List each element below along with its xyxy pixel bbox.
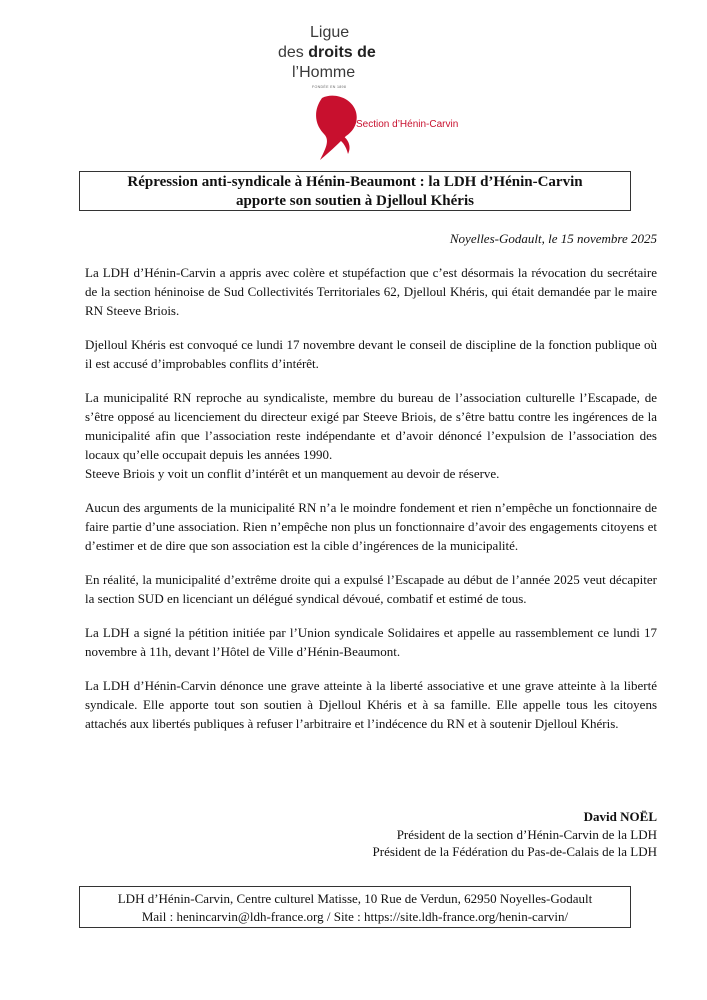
title-line-2: apporte son soutien à Djelloul Khéris	[236, 193, 474, 209]
ldh-logo	[270, 24, 460, 164]
signature-block	[373, 808, 657, 861]
paragraph: En réalité, la municipalité d’extrême droite qui a expulsé l’Escapade au début de l’année 2025 veut décapiter la section SUD en licenciant un délégué syndical dévoué, combatif et estimé de tous.	[85, 572, 657, 606]
footer-contact-box	[79, 886, 631, 928]
paragraph: La municipalité RN reproche au syndicaliste, membre du bureau de l’association culturelle l’Escapade, de s’être opposé au licenciement du directeur exigé par Steeve Briois, de s’être battu contre les ingérences de la municipalité afin que l’association reste indépendante et d’avoir dénoncé l’expulsion de l’association des locaux qu’elle occupait depuis les années 1990.	[85, 390, 657, 462]
paragraph: La LDH d’Hénin-Carvin a appris avec colère et stupéfaction que c’est désormais la révocation du secrétaire de la section héninoise de Sud Collectivités Territoriales 62, Djelloul Khéris, qui était demandée par le maire RN Steeve Briois.	[85, 265, 657, 318]
paragraph: La LDH a signé la pétition initiée par l’Union syndicale Solidaires et appelle au rassemblement ce lundi 17 novembre à 11h, devant l’Hôtel de Ville d’Hénin-Beaumont.	[85, 625, 657, 659]
paragraph: Aucun des arguments de la municipalité RN n’a le moindre fondement et rien n’empêche un fonctionnaire de faire partie d’une association. Rien n’empêche non plus un fonctionnaire d’avoir des engagements citoyens et d’estimer et de dire que son association est la cible d’ingérences de la municipalité.	[85, 500, 657, 553]
paragraph: La LDH d’Hénin-Carvin dénonce une grave atteinte à la liberté associative et une grave atteinte à la liberté syndicale. Elle apporte tout son soutien à Djelloul Khéris et à sa famille. Elle appelle tous les citoyens attachés aux libertés publiques à refuser l’arbitraire et l’indécence du RN et à soutenir Djelloul Khéris.	[85, 678, 657, 731]
signatory-role-2: Président de la Fédération du Pas-de-Calais de la LDH	[372, 844, 657, 859]
dateline: Noyelles-Godault, le 15 novembre 2025	[449, 231, 657, 246]
signatory-name: David NOËL	[583, 809, 657, 824]
footer-contact: Mail : henincarvin@ldh-france.org / Site : https://site.ldh-france.org/henin-carvin/	[141, 908, 569, 924]
logo-text-droits: des droits de	[278, 44, 376, 61]
signatory-role-1: Président de la section d’Hénin-Carvin de la LDH	[396, 826, 657, 842]
paragraph-continuation: Steeve Briois y voit un conflit d’intérêt et un manquement au devoir de réserve.	[85, 466, 500, 481]
footer-address: LDH d’Hénin-Carvin, Centre culturel Matisse, 10 Rue de Verdun, 62950 Noyelles-Godault	[117, 891, 593, 906]
title-line-1: Répression anti-syndicale à Hénin-Beaumont : la LDH d’Hénin-Carvin	[127, 174, 583, 190]
logo-section-name: Section d’Hénin-Carvin	[356, 119, 459, 130]
paragraph: Djelloul Khéris est convoqué ce lundi 17 novembre devant le conseil de discipline de la fonction publique où il est accusé d’improbables conflits d’intérêt.	[85, 337, 657, 371]
press-release-title	[79, 171, 631, 211]
logo-founded: FONDÉE EN 1898	[312, 85, 347, 89]
logo-text-ligue: Ligue	[310, 24, 350, 41]
press-release-body	[85, 263, 657, 748]
logo-text-homme: l’Homme	[292, 64, 356, 81]
